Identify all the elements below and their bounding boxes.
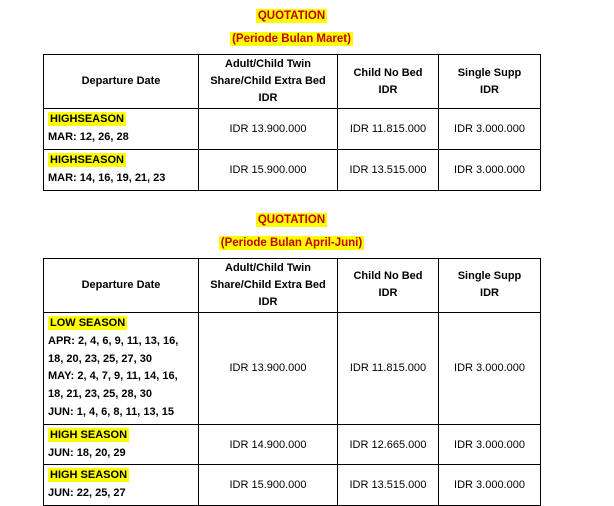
departure-dates: MAR: 12, 26, 28 (48, 131, 129, 144)
col-header-adult-child-twin: Adult/Child Twin Share/Child Extra Bed IDR (199, 55, 338, 109)
departure-date-cell (44, 424, 199, 465)
section-subtitle (43, 235, 540, 251)
single-supp-price-cell: IDR 3.000.000 (439, 109, 541, 150)
child-no-bed-price-cell: IDR 11.815.000 (338, 109, 439, 150)
section-title-text: QUOTATION (257, 10, 326, 22)
section-title (43, 8, 540, 24)
section-title-text: QUOTATION (257, 213, 326, 226)
departure-date-cell (44, 465, 199, 506)
departure-date-cell (44, 149, 199, 190)
col-header-departure-date: Departure Date (44, 55, 199, 109)
season-label: LOW SEASON (50, 316, 126, 329)
table-row (44, 109, 541, 150)
child-no-bed-price-cell: IDR 11.815.000 (338, 312, 439, 424)
table-row (44, 149, 541, 190)
table-header-row (44, 258, 541, 312)
adult-child-price-cell: IDR 15.900.000 (199, 149, 338, 190)
adult-child-price-cell: IDR 15.900.000 (199, 465, 338, 506)
col-header-single-supp: Single Supp IDR (439, 258, 541, 312)
table-row (44, 312, 541, 424)
table-row (44, 424, 541, 465)
quotation-table-maret (43, 54, 541, 190)
departure-date-cell (44, 312, 199, 424)
departure-dates: JUN: 18, 20, 29 (48, 446, 126, 459)
child-no-bed-price-cell: IDR 13.515.000 (338, 149, 439, 190)
table-header-row (44, 55, 541, 109)
section-subtitle-text: (Periode Bulan Maret) (232, 33, 351, 46)
single-supp-price-cell: IDR 3.000.000 (439, 312, 541, 424)
season-label: HIGHSEASON (50, 113, 124, 126)
quotation-table-april-juni (43, 258, 541, 506)
adult-child-price-cell: IDR 13.900.000 (199, 312, 338, 424)
single-supp-price-cell: IDR 3.000.000 (439, 465, 541, 506)
departure-dates: JUN: 22, 25, 27 (48, 487, 126, 500)
single-supp-price-cell: IDR 3.000.000 (439, 149, 541, 190)
col-header-departure-date: Departure Date (44, 258, 199, 312)
departure-dates: MAR: 14, 16, 19, 21, 23 (48, 171, 166, 184)
child-no-bed-price-cell: IDR 12.665.000 (338, 424, 439, 465)
season-label: HIGHSEASON (50, 153, 124, 166)
col-header-child-no-bed: Child No Bed IDR (338, 258, 439, 312)
season-label: HIGH SEASON (50, 428, 128, 441)
quotation-section-april-juni (43, 212, 540, 506)
single-supp-price-cell: IDR 3.000.000 (439, 424, 541, 465)
col-header-adult-child-twin: Adult/Child Twin Share/Child Extra Bed IDR (199, 258, 338, 312)
child-no-bed-price-cell: IDR 13.515.000 (338, 465, 439, 506)
col-header-single-supp: Single Supp IDR (439, 55, 541, 109)
adult-child-price-cell: IDR 14.900.000 (199, 424, 338, 465)
section-title (43, 212, 540, 228)
quotation-section-maret (43, 8, 540, 191)
table-row (44, 465, 541, 506)
adult-child-price-cell: IDR 13.900.000 (199, 109, 338, 150)
col-header-child-no-bed: Child No Bed IDR (338, 55, 439, 109)
departure-dates: APR: 2, 4, 6, 9, 11, 13, 16, 18, 20, 23, 25, 27, 30 MAY: 2, 4, 7, 9, 11, 14, 16, 18, 21, 23, 25, 28, 30 JUN: 1, 4, 6, 8, 11, 13, 15 (48, 334, 179, 418)
section-subtitle-text: (Periode Bulan April-Juni) (220, 236, 363, 249)
departure-date-cell (44, 109, 199, 150)
section-subtitle (43, 31, 540, 47)
season-label: HIGH SEASON (50, 469, 128, 482)
